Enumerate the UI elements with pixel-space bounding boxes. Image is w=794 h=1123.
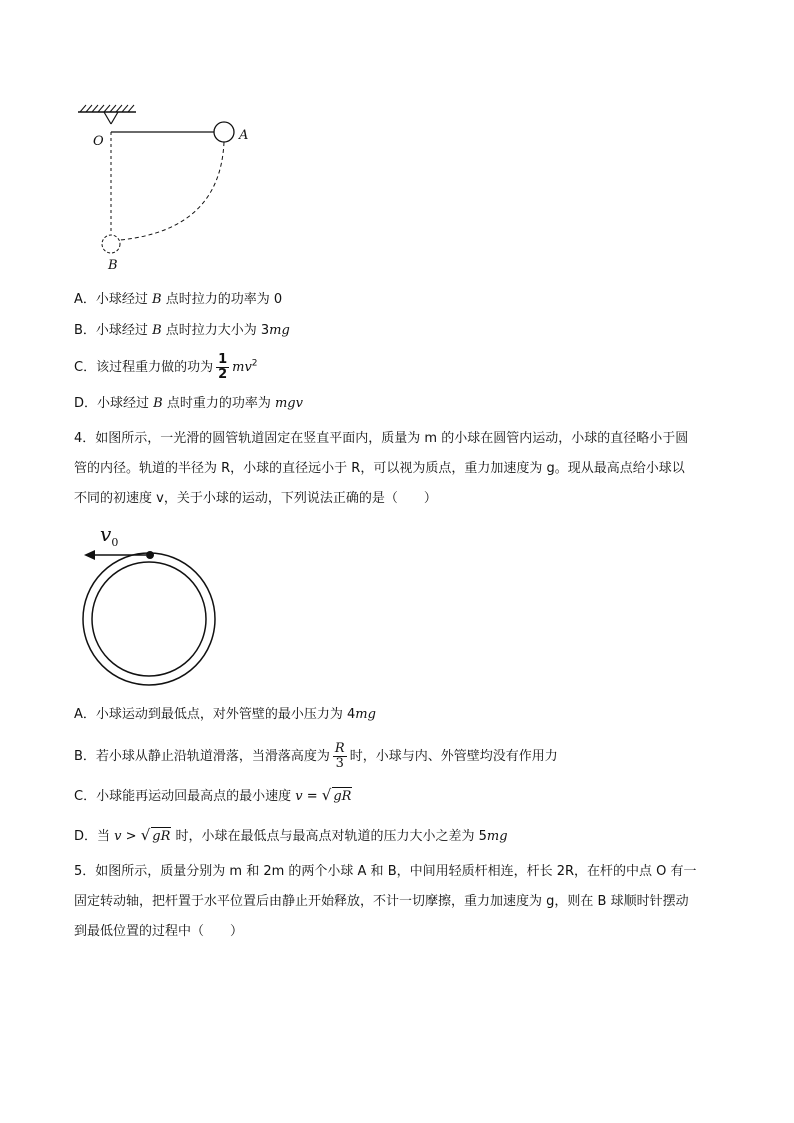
q3-a-var: B bbox=[152, 292, 162, 307]
q4-option-a bbox=[74, 706, 376, 724]
q4-b-num: R bbox=[334, 741, 345, 756]
sqrt-icon: √ bbox=[140, 826, 151, 844]
q3-d-pre: D．小球经过 bbox=[74, 396, 154, 411]
q4-a-pre: A．小球运动到最低点，对外管壁的最小压力为 4 bbox=[74, 707, 356, 722]
q3-option-d bbox=[74, 395, 303, 413]
q5-stem-line-1: 5．如图所示，质量分别为 m 和 2m 的两个小球 A 和 B，中间用轻质杆相连，杆长 2R，在杆的中点 O 有一 bbox=[74, 864, 697, 879]
q4-stem-line-2: 管的内径。轨道的半径为 R，小球的直径远小于 R，可以视为质点，重力加速度为 g。现从最高点给小球以 bbox=[74, 461, 685, 476]
q4-d-expr: v bbox=[114, 829, 122, 844]
q4-b-fraction bbox=[333, 742, 347, 771]
q3-d-var: B bbox=[153, 396, 163, 411]
q4-d-pre: D．当 bbox=[74, 829, 115, 844]
q3-c-num: 1 bbox=[218, 352, 228, 367]
q3-c-unit: mv bbox=[232, 360, 252, 375]
q3-b-unit: mg bbox=[269, 323, 290, 338]
q4-option-b bbox=[74, 742, 558, 771]
pendulum-diagram bbox=[70, 100, 260, 280]
sqrt-icon: √ bbox=[321, 786, 332, 804]
q3-c-den: 2 bbox=[218, 367, 228, 382]
q3-b-mid: 点时拉力大小为 3 bbox=[161, 323, 270, 338]
q4-b-den: 3 bbox=[335, 756, 344, 771]
label-v: v bbox=[100, 522, 112, 546]
pendulum-figure bbox=[70, 100, 260, 280]
q3-option-a bbox=[74, 291, 282, 309]
q3-b-var: B bbox=[152, 323, 162, 338]
q4-d-unit: mg bbox=[486, 829, 508, 844]
q3-d-unit: mgv bbox=[274, 396, 303, 411]
q4-stem-line-1: 4．如图所示，一光滑的圆管轨道固定在竖直平面内，质量为 m 的小球在圆管内运动，小球的直径略小于圆 bbox=[74, 431, 689, 446]
q4-c-expr: v bbox=[295, 789, 303, 804]
tube-diagram bbox=[70, 520, 240, 690]
q4-stem-line-3: 不同的初速度 v，关于小球的运动，下列说法正确的是（ ） bbox=[74, 491, 437, 506]
label-v-sub: 0 bbox=[111, 536, 119, 549]
label-O: O bbox=[93, 134, 104, 149]
q3-option-c bbox=[74, 353, 258, 382]
q3-c-exp: 2 bbox=[251, 358, 258, 369]
q4-b-pre: B．若小球从静止沿轨道滑落，当滑落高度为 bbox=[74, 749, 330, 764]
q3-c-fraction bbox=[216, 353, 229, 382]
q3-a-pre: A．小球经过 bbox=[74, 292, 153, 307]
q4-a-unit: mg bbox=[355, 707, 376, 722]
q3-option-b bbox=[74, 322, 290, 340]
q4-option-c bbox=[74, 786, 352, 806]
q3-c-pre: C．该过程重力做的功为 bbox=[74, 360, 214, 375]
q4-option-d bbox=[74, 826, 508, 846]
q4-d-sqrt: gR bbox=[152, 829, 171, 844]
q5-stem-line-2: 固定转动轴，把杆置于水平位置后由静止开始释放，不计一切摩擦，重力加速度为 g，则在 B 球顺时针摆动 bbox=[74, 894, 689, 909]
q3-a-post: 点时拉力的功率为 0 bbox=[161, 292, 283, 307]
q3-d-mid: 点时重力的功率为 bbox=[162, 396, 275, 411]
q4-b-post: 时，小球与内、外管壁均没有作用力 bbox=[349, 749, 558, 764]
label-v0 bbox=[100, 522, 118, 549]
label-A: A bbox=[239, 128, 249, 143]
q4-d-post: 时，小球在最低点与最高点对轨道的压力大小之差为 5 bbox=[171, 829, 487, 844]
q4-d-gt: > bbox=[121, 829, 141, 844]
q4-c-eq: = bbox=[302, 789, 322, 804]
q3-b-pre: B．小球经过 bbox=[74, 323, 153, 338]
tube-figure bbox=[70, 520, 240, 690]
label-B: B bbox=[108, 258, 118, 273]
q4-c-sqrt: gR bbox=[333, 789, 352, 804]
q4-c-pre: C．小球能再运动回最高点的最小速度 bbox=[74, 789, 296, 804]
q5-stem-line-3: 到最低位置的过程中（ ） bbox=[74, 924, 244, 939]
